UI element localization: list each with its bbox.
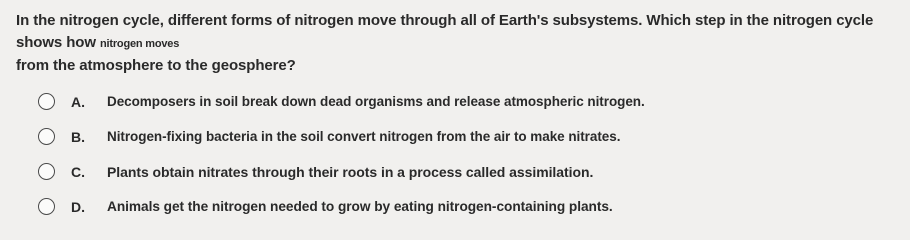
radio-button-b[interactable] — [38, 128, 55, 145]
radio-button-a[interactable] — [38, 93, 55, 110]
question-line-2: from the atmosphere to the geosphere? — [16, 57, 296, 74]
option-a[interactable] — [38, 84, 898, 119]
radio-button-c[interactable] — [38, 163, 55, 180]
option-b-text: Nitrogen-fixing bacteria in the soil convert nitrogen from the air to make nitrates. — [107, 129, 621, 144]
question-text — [16, 10, 901, 77]
question-tail: nitrogen moves — [100, 38, 180, 50]
question-main: In the nitrogen cycle, different forms of nitrogen move through all of Earth's subsystems. Which step in the nitrogen cycle shows how — [16, 12, 874, 51]
option-d[interactable] — [38, 189, 898, 224]
option-c-letter: C. — [71, 163, 85, 180]
option-c-text: Plants obtain nitrates through their roots in a process called assimilation. — [107, 163, 594, 180]
option-d-letter: D. — [71, 198, 85, 215]
option-d-text: Animals get the nitrogen needed to grow by eating nitrogen-containing plants. — [107, 199, 613, 214]
option-c[interactable] — [38, 154, 898, 189]
option-b-letter: B. — [71, 128, 85, 145]
radio-button-d[interactable] — [38, 198, 55, 215]
answer-options — [38, 84, 898, 224]
option-b[interactable] — [38, 119, 898, 154]
option-a-text: Decomposers in soil break down dead organisms and release atmospheric nitrogen. — [107, 94, 645, 109]
option-a-letter: A. — [71, 93, 85, 110]
